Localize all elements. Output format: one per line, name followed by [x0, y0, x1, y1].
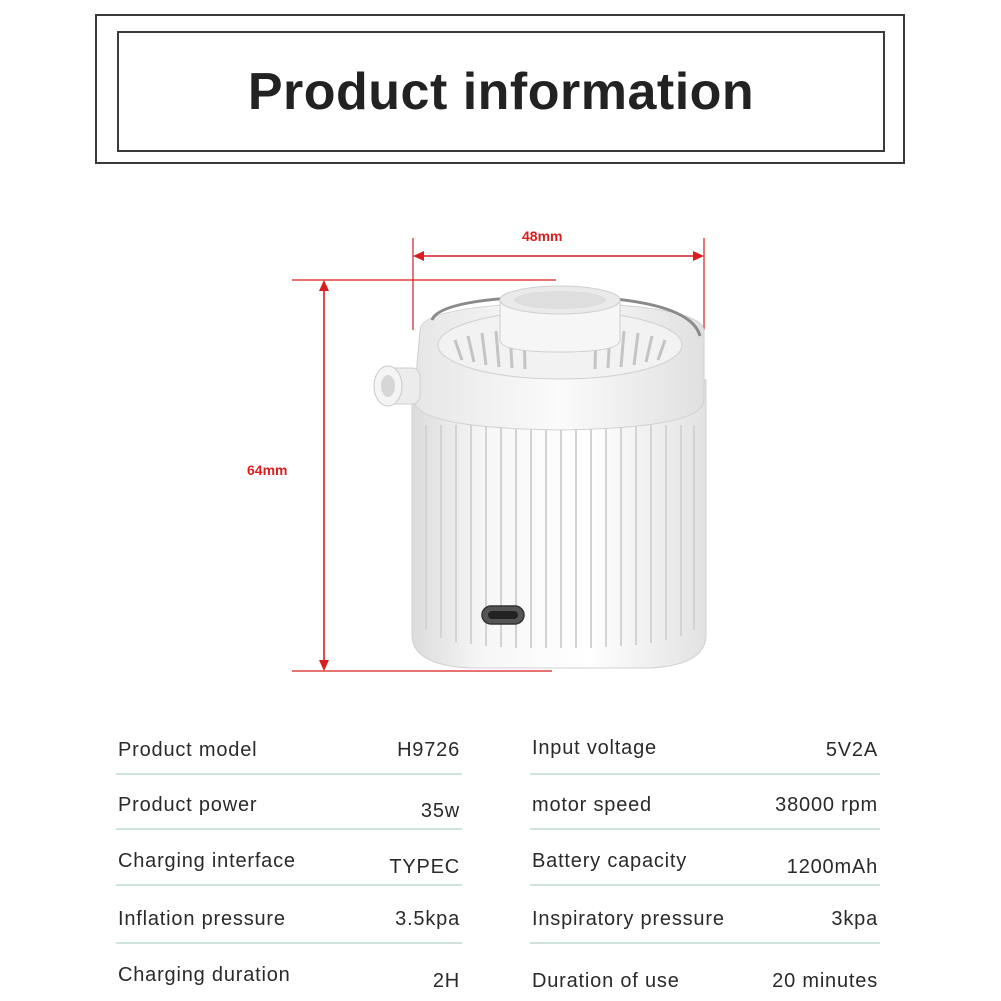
- spec-row: [116, 846, 462, 886]
- spec-value: 1200mAh: [786, 856, 878, 878]
- spec-row: [530, 790, 880, 830]
- spec-value: 3.5kpa: [395, 908, 460, 930]
- spec-value: 20 minutes: [772, 970, 878, 992]
- spec-row: [530, 735, 880, 775]
- height-dimension-label: 64mm: [247, 462, 288, 478]
- spec-label: motor speed: [532, 794, 652, 816]
- spec-label: Product power: [118, 794, 258, 816]
- spec-value: 3kpa: [831, 908, 878, 930]
- width-dimension-label: 48mm: [522, 228, 563, 244]
- spec-label: Battery capacity: [532, 850, 688, 872]
- spec-row: [530, 960, 880, 1000]
- pump-cap: [414, 286, 704, 430]
- spec-row: [530, 846, 880, 886]
- spec-value: H9726: [397, 739, 460, 761]
- spec-value: 35w: [420, 800, 460, 822]
- spec-row: [530, 904, 880, 944]
- spec-label: Inflation pressure: [118, 908, 286, 930]
- spec-label: Input voltage: [532, 737, 657, 759]
- spec-value: 38000 rpm: [775, 794, 878, 816]
- spec-row: [116, 735, 462, 775]
- page-title: Product information: [247, 62, 755, 121]
- spec-value: 5V2A: [825, 739, 878, 761]
- spec-row: [116, 904, 462, 944]
- side-nozzle: [374, 366, 420, 406]
- spec-value: 2H: [432, 970, 460, 992]
- spec-label: Inspiratory pressure: [532, 908, 725, 930]
- spec-label: Charging interface: [118, 850, 296, 872]
- spec-label: Duration of use: [532, 970, 680, 992]
- spec-row: [116, 790, 462, 830]
- spec-label: Charging duration: [118, 964, 291, 986]
- spec-value: TYPEC: [389, 856, 460, 878]
- spec-label: Product model: [118, 739, 258, 761]
- spec-row: [116, 960, 462, 1000]
